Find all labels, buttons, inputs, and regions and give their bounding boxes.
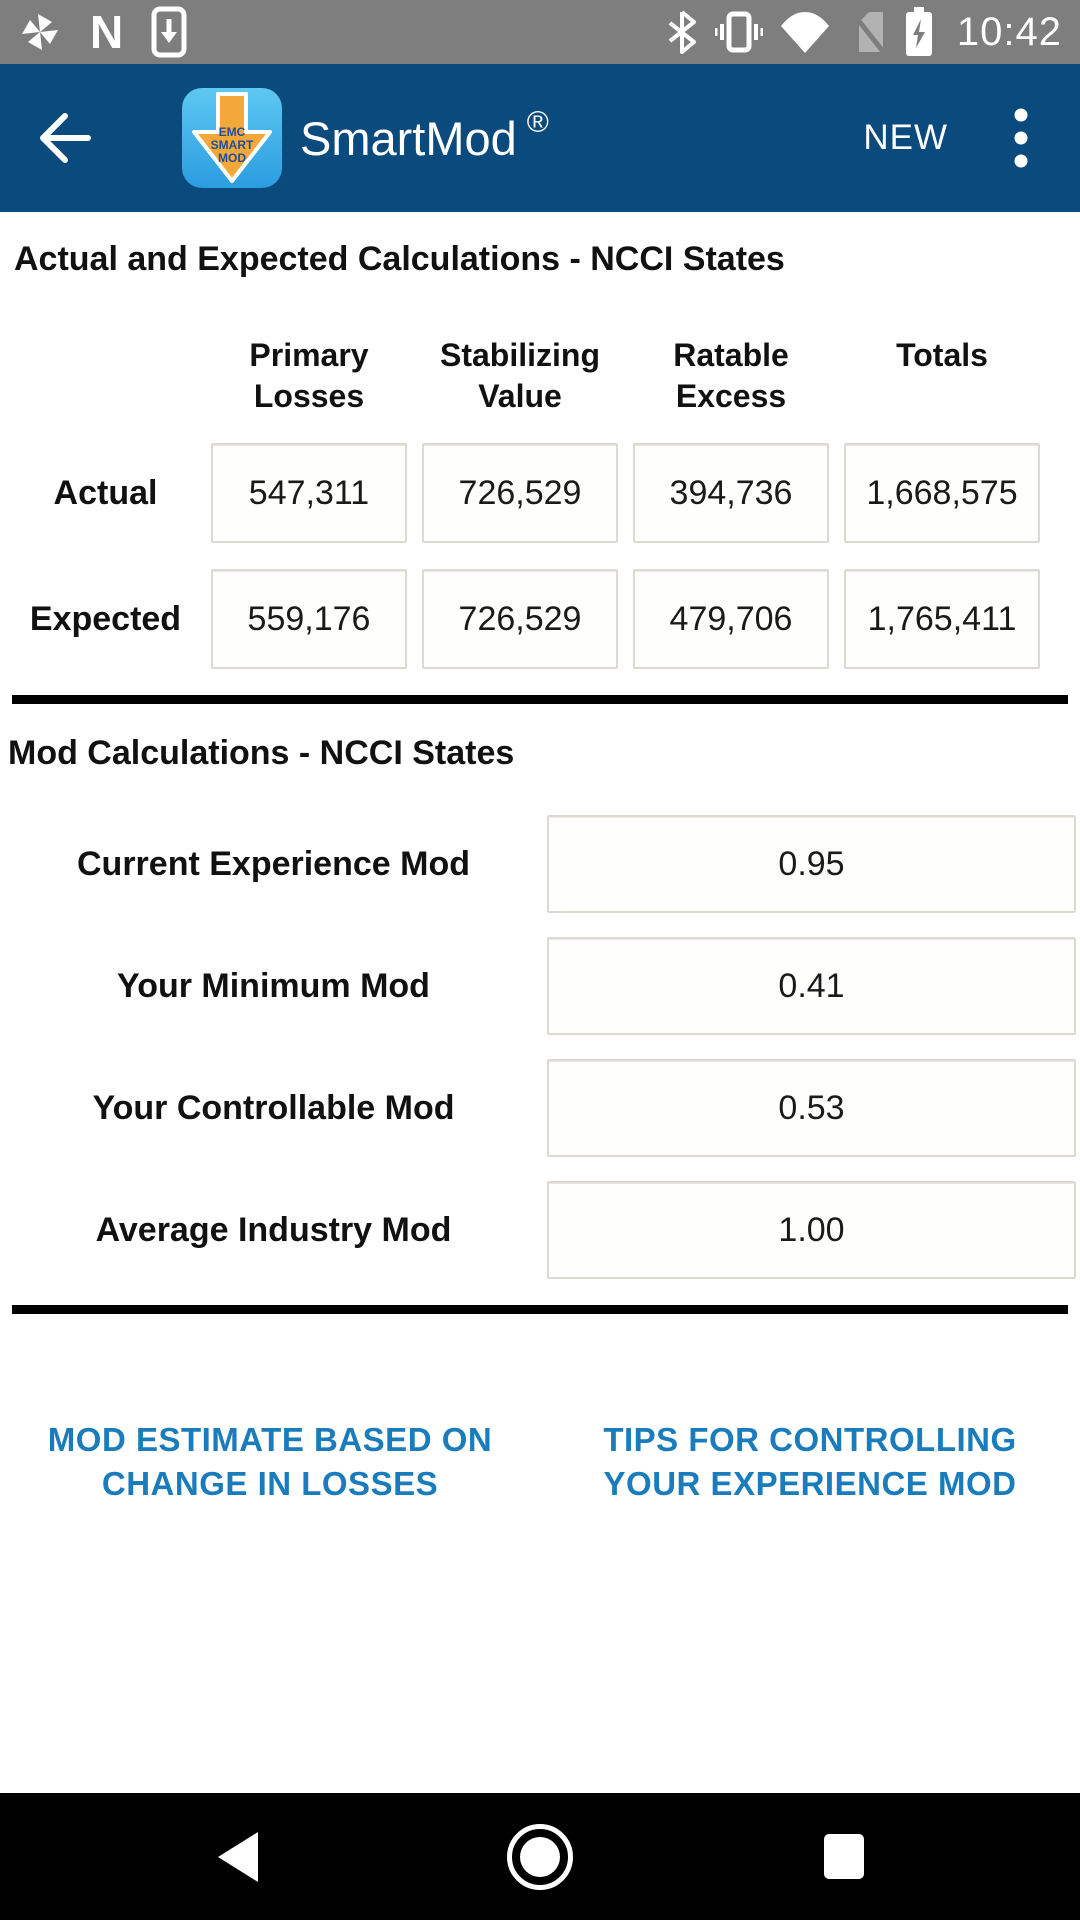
- registered-mark: ®: [526, 105, 549, 139]
- current-experience-mod-field: 0.95: [547, 815, 1076, 913]
- your-minimum-mod-field: 0.41: [547, 937, 1076, 1035]
- table-row-expected: [0, 569, 1080, 669]
- nougat-icon: N: [90, 6, 124, 58]
- mod-row-your-minimum: [0, 937, 1080, 1035]
- back-arrow-button[interactable]: [36, 109, 94, 167]
- bluetooth-icon: [665, 8, 699, 56]
- actual-primary-losses-field: 547,311: [211, 443, 407, 543]
- mod-label-current-experience: Current Experience Mod: [77, 844, 470, 883]
- tips-link[interactable]: TIPS FOR CONTROLLING YOUR EXPERIENCE MOD: [555, 1418, 1065, 1506]
- mod-calculations-heading: Mod Calculations - NCCI States: [8, 734, 515, 772]
- actual-ratable-excess-field: 394,736: [633, 443, 829, 543]
- column-header-stabilizing-value: Stabilizing Value: [440, 337, 600, 414]
- status-bar-right-icons: [665, 7, 1062, 57]
- android-nav-bar: [0, 1793, 1080, 1920]
- status-bar-left-icons: [18, 6, 187, 58]
- home-circle-icon: [507, 1824, 573, 1890]
- action-links: [0, 1418, 1080, 1506]
- your-controllable-mod-field: 0.53: [547, 1059, 1076, 1157]
- overflow-menu-icon[interactable]: [1006, 99, 1036, 177]
- column-header-totals: Totals: [896, 337, 988, 373]
- vibrate-icon: [715, 8, 763, 56]
- recents-square-icon: [824, 1834, 864, 1879]
- section-divider-top: [12, 695, 1068, 704]
- status-time: 10:42: [956, 9, 1062, 54]
- nav-back-button[interactable]: [178, 1793, 298, 1920]
- column-header-primary-losses: Primary Losses: [249, 337, 369, 414]
- mod-label-average-industry: Average Industry Mod: [95, 1210, 452, 1249]
- battery-charging-icon: [905, 7, 933, 57]
- smartmod-app-icon: [182, 88, 282, 188]
- app-icon-text-line1: EMC: [218, 125, 246, 139]
- column-header-ratable-excess: Ratable Excess: [673, 337, 789, 414]
- phone-download-icon: [151, 6, 187, 58]
- mod-estimate-link[interactable]: MOD ESTIMATE BASED ON CHANGE IN LOSSES: [45, 1418, 495, 1506]
- actual-expected-heading: Actual and Expected Calculations - NCCI States: [14, 240, 785, 278]
- app-icon-text-line3: MOD: [218, 151, 246, 165]
- table-row-actual: [0, 443, 1080, 543]
- table-header-row: [0, 335, 1080, 417]
- expected-totals-field: 1,765,411: [844, 569, 1040, 669]
- pinwheel-notification-icon: [18, 10, 62, 54]
- expected-stabilizing-value-field: 726,529: [422, 569, 618, 669]
- actual-expected-table: [0, 335, 1080, 669]
- expected-primary-losses-field: 559,176: [211, 569, 407, 669]
- expected-ratable-excess-field: 479,706: [633, 569, 829, 669]
- nav-home-button[interactable]: [480, 1793, 600, 1920]
- content: [0, 240, 1080, 1506]
- app-bar: [0, 64, 1080, 212]
- nav-recents-button[interactable]: [784, 1793, 904, 1920]
- mod-row-your-controllable: [0, 1059, 1080, 1157]
- actual-stabilizing-value-field: 726,529: [422, 443, 618, 543]
- section-divider-bottom: [12, 1305, 1068, 1314]
- page-title: SmartMod ®: [300, 105, 549, 165]
- mod-label-your-minimum: Your Minimum Mod: [117, 966, 430, 1005]
- app-icon-text-line2: SMART: [210, 138, 254, 152]
- status-bar: [0, 0, 1080, 64]
- new-button[interactable]: NEW: [849, 108, 962, 168]
- back-triangle-icon: [218, 1832, 258, 1882]
- actual-totals-field: 1,668,575: [844, 443, 1040, 543]
- row-label-expected: Expected: [29, 599, 182, 638]
- mod-row-current-experience: [0, 815, 1080, 913]
- mod-label-your-controllable: Your Controllable Mod: [92, 1088, 455, 1127]
- mod-calculations-list: [0, 815, 1080, 1279]
- row-label-actual: Actual: [53, 473, 158, 512]
- mod-row-average-industry: [0, 1181, 1080, 1279]
- no-sim-icon: [847, 8, 889, 56]
- average-industry-mod-field: 1.00: [547, 1181, 1076, 1279]
- wifi-icon: [779, 9, 831, 55]
